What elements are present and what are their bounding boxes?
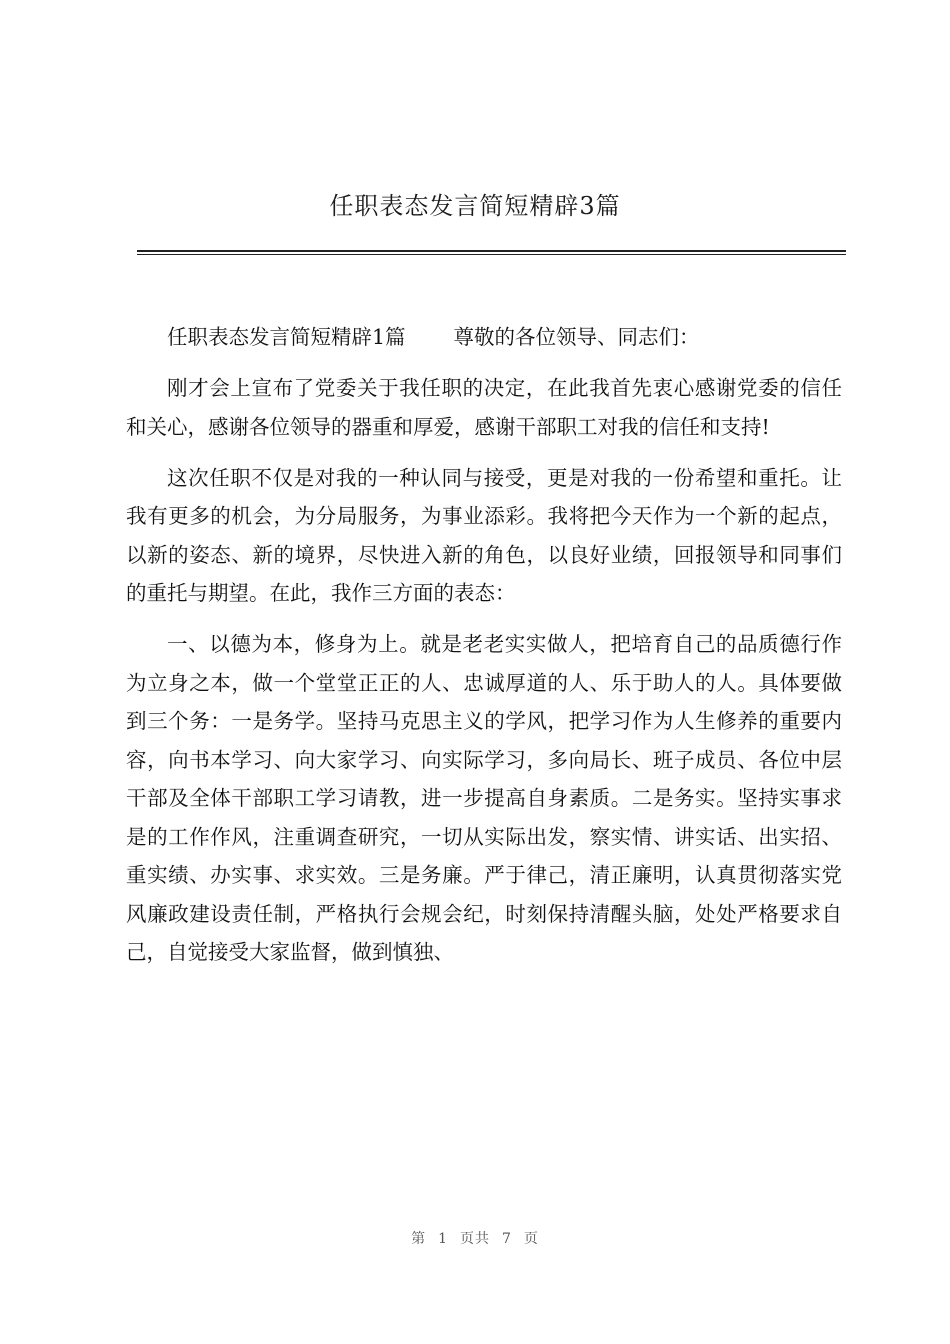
salutation: 尊敬的各位领导、同志们： <box>453 325 700 349</box>
document-title: 任职表态发言简短精辟3篇 <box>329 192 621 220</box>
page-footer <box>0 1228 950 1248</box>
section-heading: 任职表态发言简短精辟1篇 <box>167 325 406 349</box>
heading-paragraph <box>126 318 842 357</box>
title-double-rule <box>137 250 846 255</box>
footer-suffix: 页 <box>523 1231 539 1247</box>
footer-prefix: 第 <box>411 1231 427 1247</box>
footer-total-pages: 7 <box>502 1231 512 1247</box>
paragraph-1: 刚才会上宣布了党委关于我任职的决定，在此我首先衷心感谢党委的信任和关心，感谢各位领导的器重和厚爱，感谢干部职工对我的信任和支持! <box>126 376 842 439</box>
document-body <box>126 318 842 984</box>
paragraph-2: 这次任职不仅是对我的一种认同与接受，更是对我的一份希望和重托。让我有更多的机会，为分局服务，为事业添彩。我将把今天作为一个新的起点，以新的姿态、新的境界，尽快进入新的角色，以良好业绩，回报领导和同事们的重托与期望。在此，我作三方面的表态： <box>126 465 842 605</box>
paragraph-3: 一、以德为本，修身为上。就是老老实实做人，把培育自己的品质德行作为立身之本，做一个堂堂正正的人、忠诚厚道的人、乐于助人的人。具体要做到三个务：一是务学。坚持马克思主义的学风，把学习作为人生修养的重要内容，向书本学习、向大家学习、向实际学习，多向局长、班子成员、各位中层干部及全体干部职工学习请教，进一步提高自身素质。二是务实。坚持实事求是的工作作风，注重调查研究，一切从实际出发，察实情、讲实话、出实招、重实绩、办实事、求实效。三是务廉。严于律己，清正廉明，认真贯彻落实党风廉政建设责任制，严格执行会规会纪，时刻保持清醒头脑，处处严格要求自己，自觉接受大家监督，做到慎独、 <box>126 632 842 964</box>
footer-middle: 页共 <box>460 1231 490 1247</box>
footer-page-number: 1 <box>438 1231 448 1247</box>
